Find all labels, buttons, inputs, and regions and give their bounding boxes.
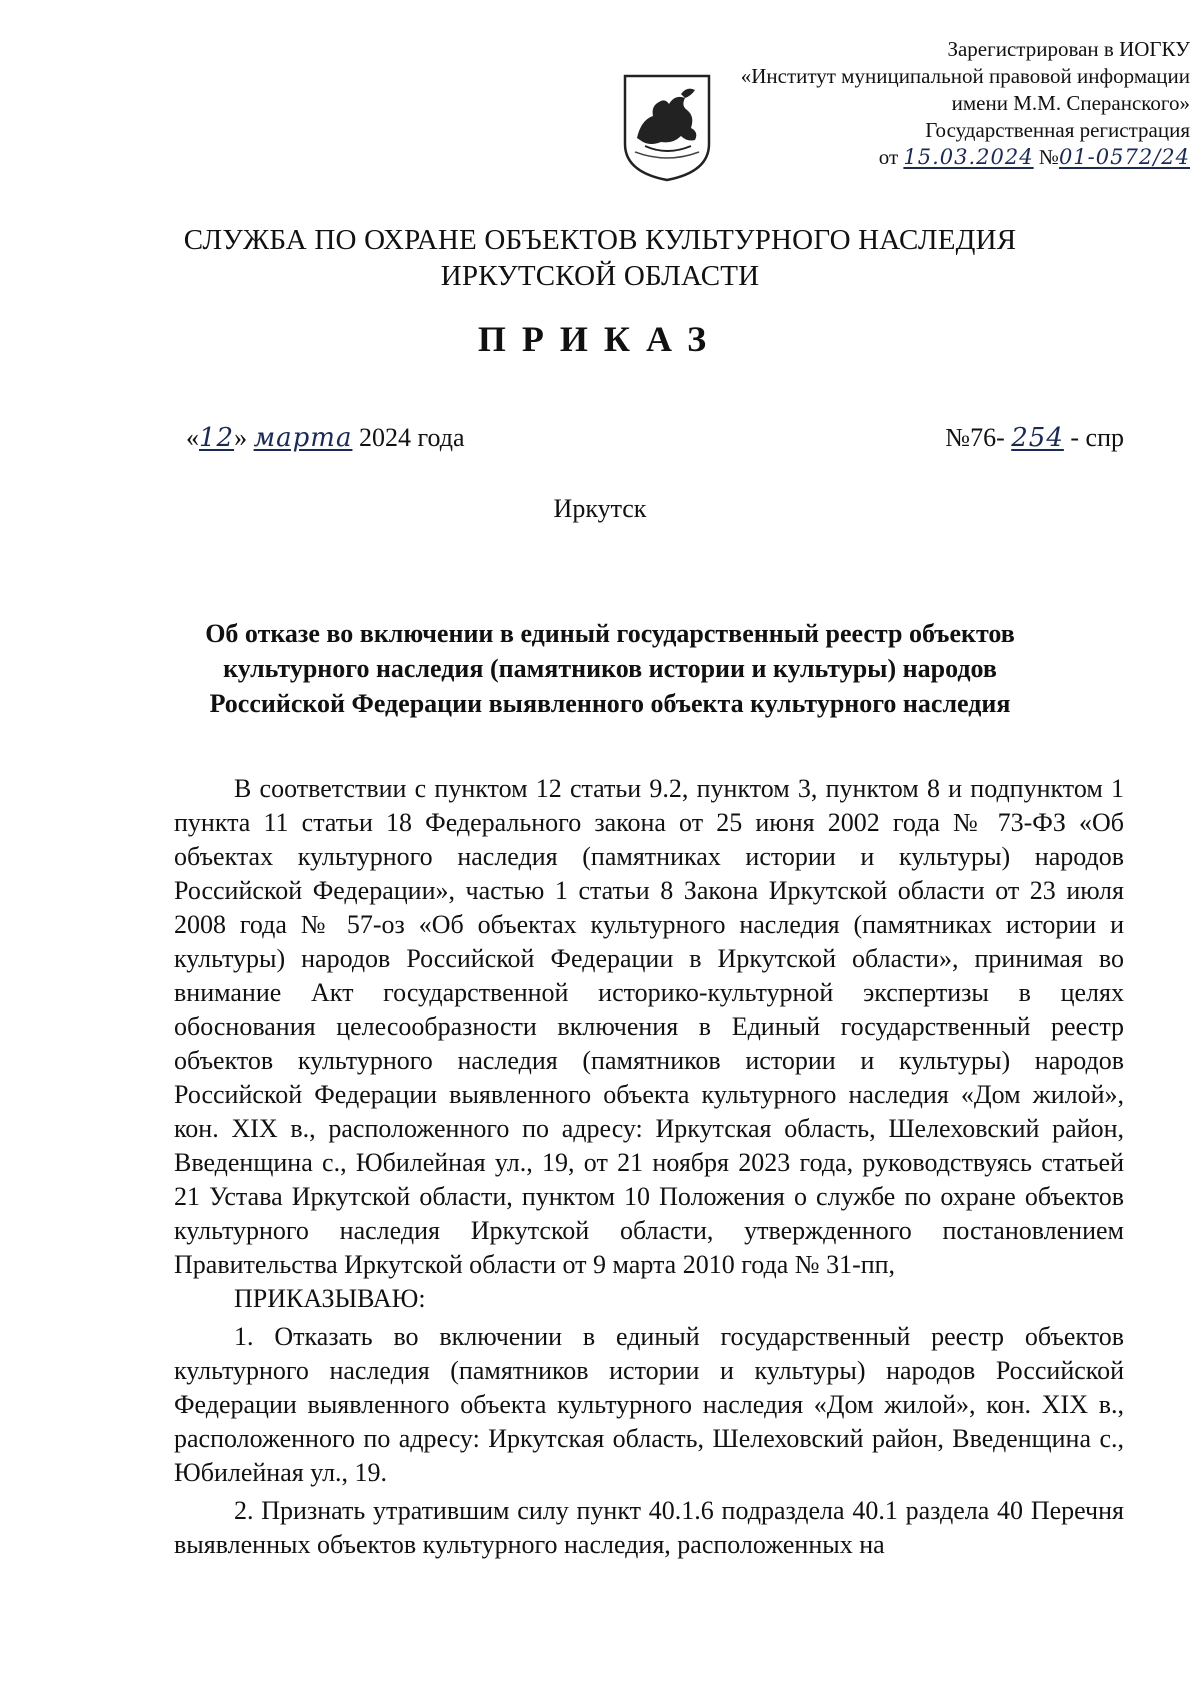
- order-date: [186, 423, 465, 453]
- registration-line-3: имени М.М. Сперанского»: [951, 91, 1190, 115]
- organization-title: [0, 222, 1200, 294]
- subject-line-2: культурного наследия (памятников истории и культуры) народов: [223, 654, 997, 683]
- body-item-1: 1. Отказать во включении в единый государственный реестр объектов культурного наследия (памятников истории и культуры) народов Российской Федерации выявленного объекта культурного наследия «Дом жилой», кон. XIX в., расположенного по адресу: Иркутская область, Шелеховский район, Введенщина с., Юбилейная ул., 19.: [174, 1322, 1124, 1487]
- organization-title-line-2: ИРКУТСКОЙ ОБЛАСТИ: [440, 260, 760, 292]
- registration-line-4: Государственная регистрация: [925, 118, 1190, 142]
- order-number: [945, 423, 1124, 453]
- registration-number-handwritten: 01-0572/24: [1058, 145, 1190, 169]
- order-number-handwritten: 254: [1011, 423, 1064, 453]
- registration-from-label: от: [878, 145, 899, 169]
- subject-line-3: Российской Федерации выявленного объекта культурного наследия: [209, 689, 1011, 718]
- coat-of-arms-icon: [621, 72, 713, 182]
- city-name: Иркутск: [553, 494, 647, 523]
- registration-date-number: [670, 144, 1190, 171]
- date-year: 2024 года: [358, 423, 465, 452]
- date-day-handwritten: 12: [199, 423, 235, 453]
- body-item-2: 2. Признать утратившим силу пункт 40.1.6 подраздела 40.1 раздела 40 Перечня выявленных объектов культурного наследия, расположенных на: [174, 1496, 1124, 1559]
- body-decree: ПРИКАЗЫВАЮ:: [234, 1284, 426, 1313]
- date-month-handwritten: марта: [253, 423, 353, 453]
- order-subject: [150, 616, 1070, 721]
- registration-line-2: «Институт муниципальной правовой информации: [740, 64, 1190, 88]
- registration-stamp: [670, 36, 1190, 171]
- body-preamble: В соответствии с пунктом 12 статьи 9.2, пунктом 3, пунктом 8 и подпунктом 1 пункта 11 статьи 18 Федерального закона от 25 июня 2002 года № 73-ФЗ «Об объектах культурного наследия (памятниках истории и культуры) народов Российской Федерации», частью 1 статьи 8 Закона Иркутской области от 23 июля 2008 года № 57-оз «Об объектах культурного наследия (памятниках истории и культуры) народов Российской Федерации в Иркутской области», принимая во внимание Акт государственной историко-культурной экспертизы в целях обоснования целесообразности включения в Единый государственный реестр объектов культурного наследия (памятников истории и культуры) народов Российской Федерации выявленного объекта культурного наследия «Дом жилой», кон. XIX в., расположенного по адресу: Иркутская область, Шелеховский район, Введенщина с., Юбилейная ул., 19, от 21 ноября 2023 года, руководствуясь статьей 21 Устава Иркутской области, пунктом 10 Положения о службе по охране объектов культурного наследия Иркутской области, утвержденного постановлением Правительства Иркутской области от 9 марта 2010 года № 31-пп,: [174, 774, 1124, 1279]
- registration-number-label: №: [1038, 145, 1059, 169]
- registration-date-handwritten: 15.03.2024: [903, 145, 1034, 169]
- date-quote-close: »: [234, 423, 248, 452]
- registration-line-1: Зарегистрирован в ИОГКУ: [947, 37, 1190, 61]
- subject-line-1: Об отказе во включении в единый государственный реестр объектов: [205, 619, 1015, 648]
- document-type-title: ПРИКАЗ: [477, 319, 723, 359]
- date-quote-open: «: [186, 423, 199, 452]
- order-number-suffix: - спр: [1070, 423, 1124, 452]
- order-body: [174, 772, 1124, 1562]
- order-number-prefix: №76-: [945, 423, 1005, 452]
- organization-title-line-1: СЛУЖБА ПО ОХРАНЕ ОБЪЕКТОВ КУЛЬТУРНОГО НАСЛЕДИЯ: [183, 224, 1017, 256]
